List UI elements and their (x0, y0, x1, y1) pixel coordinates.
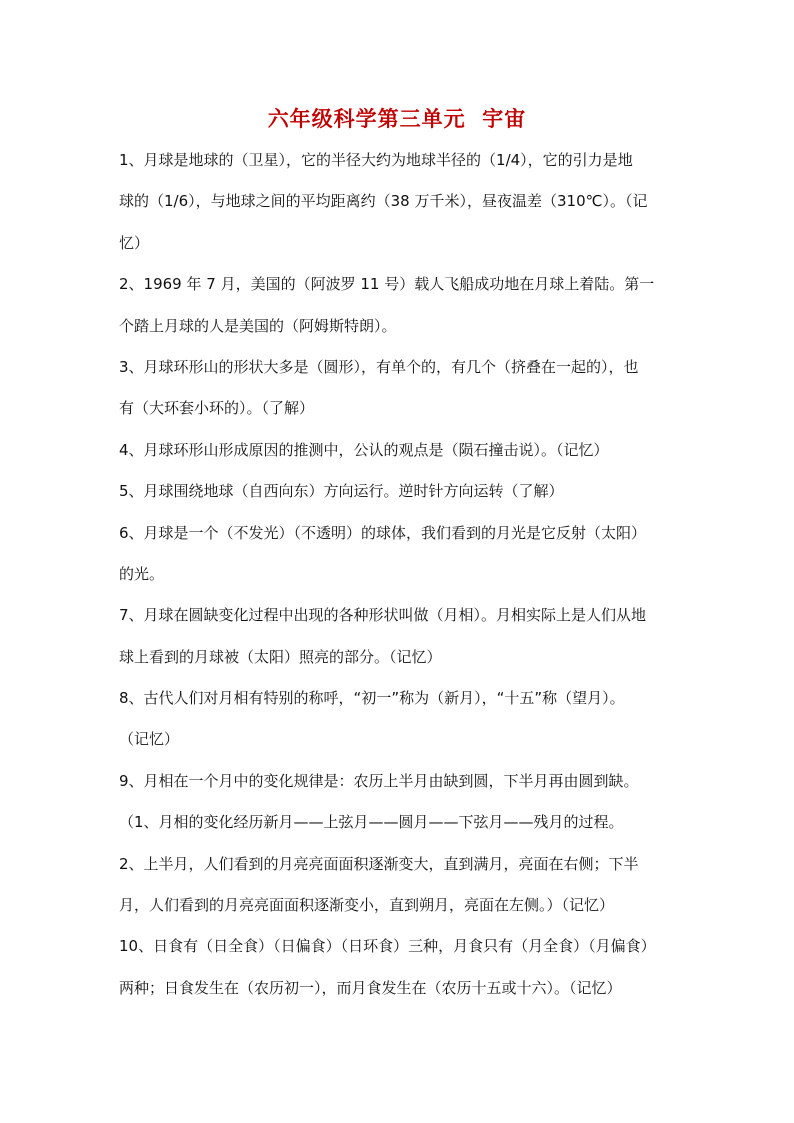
text-line: 两种；日食发生在（农历初一），而月食发生在（农历十五或十六）。（记忆） (119, 978, 622, 997)
text-line: 7、月球在圆缺变化过程中出现的各种形状叫做（月相）。月相实际上是人们从地 (119, 606, 647, 625)
text-line: 的光。 (119, 564, 165, 583)
text-line: 1、月球是地球的（卫星），它的半径大约为地球半径的（1/4），它的引力是地 (119, 151, 633, 169)
text-line: 有（大环套小环的）。（了解） (119, 399, 315, 418)
text-line: 个踏上月球的人是美国的（阿姆斯特朗）。 (119, 316, 397, 335)
text-line: （1、月相的变化经历新月——上弦月——圆月——下弦月——残月的过程。 (119, 813, 624, 832)
text-line: 9、月相在一个月中的变化规律是：农历上半月由缺到圆，下半月再由圆到缺。 (119, 771, 639, 790)
document-body (119, 140, 681, 1009)
text-line: 5、月球围绕地球（自西向东）方向运行。逆时针方向运转（了解） (119, 482, 564, 501)
text-line: （记忆） (119, 730, 180, 749)
text-line: 3、月球环形山的形状大多是（圆形），有单个的，有几个（挤叠在一起的），也 (119, 357, 639, 376)
text-line: 10、日食有（日全食）（日偏食）（日环食）三种，月食只有（月全食）（月偏食） (119, 937, 656, 956)
text-line: 球上看到的月球被（太阳）照亮的部分。（记忆） (119, 647, 442, 666)
text-line: 忆） (119, 233, 150, 252)
text-line: 月，人们看到的月亮亮面面积逐渐变小，直到朔月，亮面在左侧。）（记忆） (119, 896, 615, 915)
text-line: 2、1969 年 7 月，美国的（阿波罗 11 号）载人飞船成功地在月球上着陆。第一 (119, 275, 655, 294)
text-line: 6、月球是一个（不发光）（不透明）的球体，我们看到的月光是它反射（太阳） (119, 523, 647, 542)
text-line: 8、古代人们对月相有特别的称呼，“初一”称为（新月），“十五”称（望月）。 (119, 689, 625, 708)
text-line: 2、上半月，人们看到的月亮亮面面积逐渐变大，直到满月，亮面在右侧；下半 (119, 854, 639, 873)
text-line: 球的（1/6），与地球之间的平均距离约（38 万千米），昼夜温差（310℃）。（记 (119, 192, 648, 211)
page-title: 六年级科学第三单元 宇宙 (267, 107, 527, 131)
text-line: 4、月球环形山形成原因的推测中，公认的观点是（陨石撞击说）。（记忆） (119, 440, 609, 459)
